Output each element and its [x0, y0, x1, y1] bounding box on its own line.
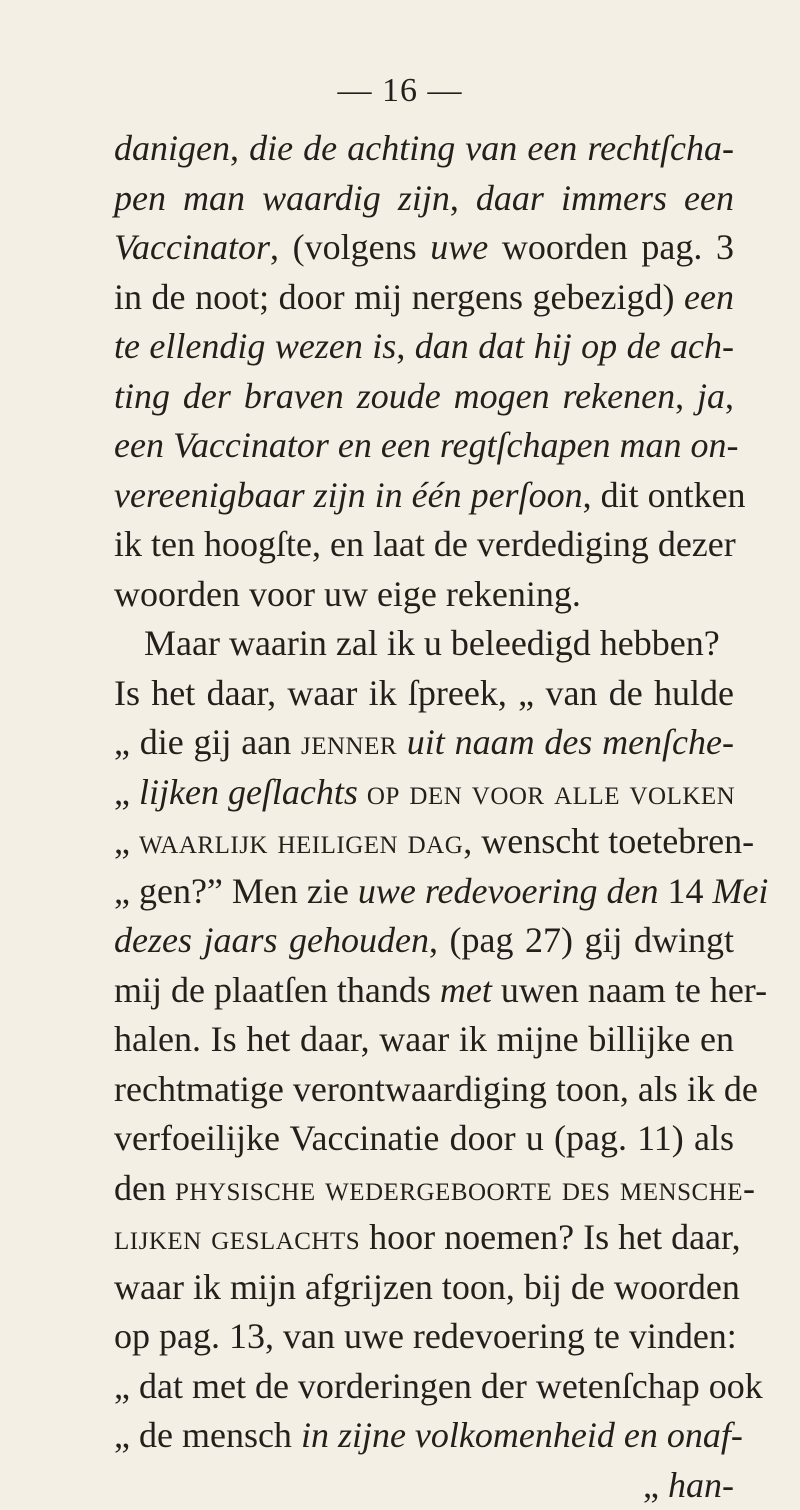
text-segment: Is het daar, waar ik ſpreek, „ van de hulde [114, 673, 734, 713]
text-segment: , [396, 326, 414, 366]
text-segment: „ [114, 772, 139, 812]
italic-text: vereenigbaar zijn in één perſoon [114, 475, 583, 515]
text-line [114, 817, 734, 867]
text-line [114, 1065, 734, 1115]
text-segment: „ gen?” Men zie [114, 871, 358, 911]
text-line [114, 867, 734, 917]
italic-text: ja [697, 376, 725, 416]
italic-text: een [684, 277, 734, 317]
small-caps-text: lijken geslachts [114, 1217, 360, 1257]
text-line [114, 1164, 734, 1214]
italic-text: lijken geſlachts [139, 772, 358, 812]
text-line [114, 124, 734, 174]
text-line [114, 1213, 734, 1263]
text-segment [397, 722, 407, 762]
text-line [114, 768, 734, 818]
text-segment: 14 [658, 871, 712, 911]
text-line [114, 669, 734, 719]
text-segment: , (volgens [270, 227, 430, 267]
text-segment: , [725, 376, 734, 416]
italic-text: met [440, 970, 492, 1010]
text-segment: „ de mensch [114, 1415, 301, 1455]
italic-text: ting der braven zoude mogen rekenen [114, 376, 675, 416]
small-caps-text: waarlijk heiligen dag [139, 821, 463, 861]
text-segment: den [114, 1168, 175, 1208]
text-segment: , wenscht toetebren- [463, 821, 754, 861]
text-line [114, 471, 734, 521]
italic-text: uwe [430, 227, 488, 267]
italic-text: Vaccinator [114, 227, 270, 267]
text-segment: , [230, 128, 249, 168]
text-line [114, 570, 734, 620]
text-line [114, 322, 734, 372]
text-line [114, 916, 734, 966]
italic-text: een Vaccinator en een regtſchapen man on- [114, 425, 738, 465]
text-segment: op pag. 13, van uwe redevoering te vinden: [114, 1316, 737, 1356]
text-segment: „ die gij aan [114, 722, 301, 762]
text-line [114, 1015, 734, 1065]
text-segment: halen. Is het daar, waar ik mijne billijke en [114, 1019, 734, 1059]
text-segment: hoor noemen? Is het daar, [360, 1217, 740, 1257]
body-text [114, 124, 734, 1510]
text-line [114, 1362, 734, 1412]
text-line [114, 223, 734, 273]
text-line [114, 273, 734, 323]
text-segment: waar ik mijn afgrijzen toon, bij de woorden [114, 1267, 740, 1307]
text-line [114, 372, 734, 422]
page-number: — 16 — [0, 72, 800, 110]
text-segment: woorden pag. 3 [488, 227, 734, 267]
italic-text: pen man waardig zijn [114, 178, 450, 218]
text-segment: , [450, 178, 476, 218]
text-segment: , [675, 376, 697, 416]
text-segment: Maar waarin zal ik u beleedigd hebben? [144, 623, 720, 663]
text-segment: „ [643, 1465, 668, 1505]
text-segment: , dit ontken [583, 475, 746, 515]
italic-text: uwe redevoering den [358, 871, 659, 911]
text-line [114, 1312, 734, 1362]
text-segment: rechtmatige verontwaardiging toon, als ik de [114, 1069, 758, 1109]
text-segment: in de noot; door mij nergens gebezigd) [114, 277, 684, 317]
italic-text: daar immers een [476, 178, 734, 218]
text-segment: , (pag 27) gij dwingt [429, 920, 734, 960]
text-segment: mij de plaatſen thands [114, 970, 440, 1010]
italic-text: danigen [114, 128, 230, 168]
text-line [114, 520, 734, 570]
small-caps-text: jenner [301, 722, 397, 762]
italic-text: uit naam des menſche- [407, 722, 734, 762]
text-segment: „ dat met de vorderingen der wetenſchap ook [114, 1366, 763, 1406]
text-line [114, 1263, 734, 1313]
text-segment: uwen naam te her- [492, 970, 767, 1010]
italic-text: Mei [712, 871, 768, 911]
italic-text: die de achting van een rechtſcha- [249, 128, 734, 168]
text-line [114, 1411, 734, 1461]
text-line [114, 1114, 734, 1164]
text-line [114, 619, 734, 669]
text-segment: „ [114, 821, 139, 861]
small-caps-text: physische wedergeboorte des mensche- [175, 1168, 756, 1208]
italic-text: han- [668, 1465, 734, 1505]
small-caps-text: op den voor alle volken [367, 772, 735, 812]
text-line [114, 718, 734, 768]
text-segment: woorden voor uw eige rekening. [114, 574, 581, 614]
text-line [114, 174, 734, 224]
italic-text: te ellendig wezen is [114, 326, 396, 366]
italic-text: dezes jaars gehouden [114, 920, 429, 960]
text-line [114, 966, 734, 1016]
italic-text: in zijne volkomenheid en onaf- [301, 1415, 743, 1455]
text-segment: verfoeilijke Vaccinatie door u (pag. 11) als [114, 1118, 734, 1158]
italic-text: dan dat hij op de ach- [415, 326, 734, 366]
text-segment: ik ten hoogſte, en laat de verdediging dezer [114, 524, 736, 564]
text-line [114, 421, 734, 471]
text-segment [358, 772, 367, 812]
